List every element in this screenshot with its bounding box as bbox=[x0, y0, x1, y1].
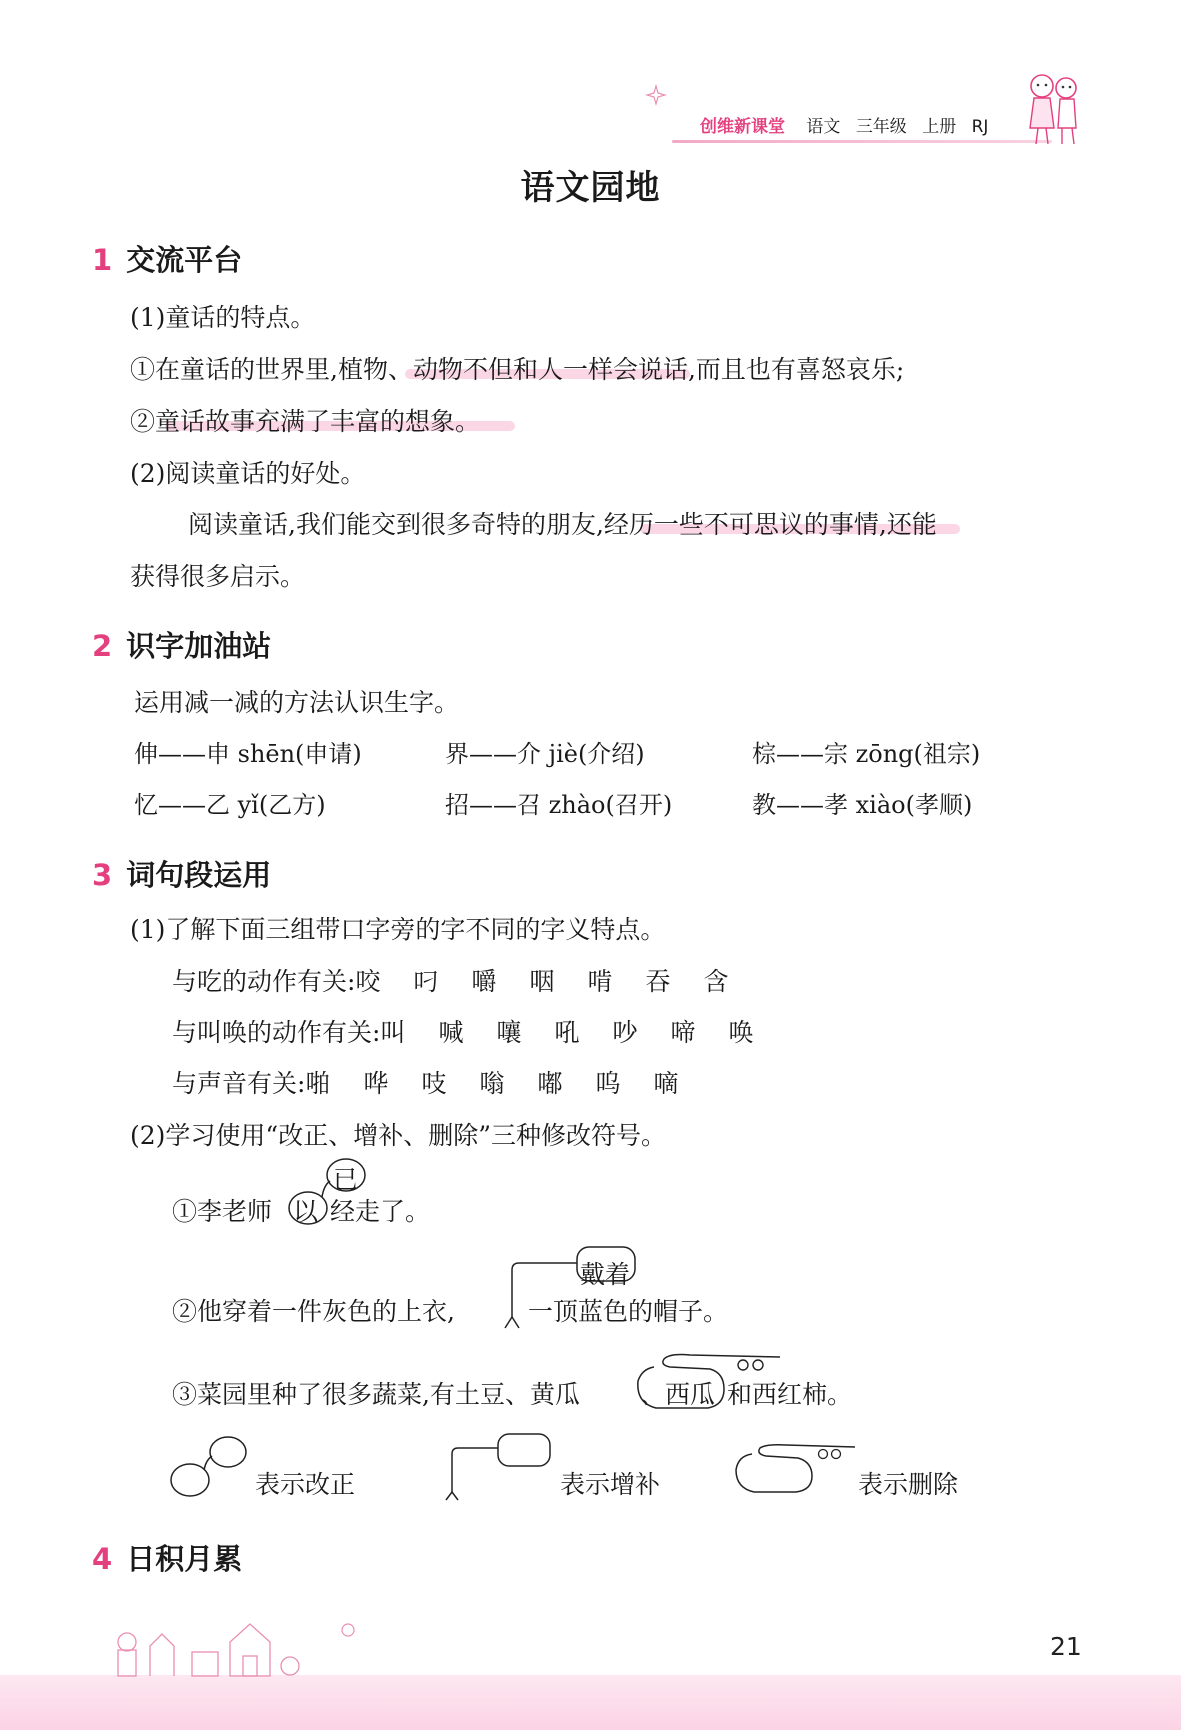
question-2: (2)阅读童话的好处。 bbox=[130, 459, 366, 488]
character-pair: 教——孝 xiào(孝顺) bbox=[752, 791, 973, 819]
char: 啼 bbox=[670, 1018, 696, 1047]
char: 唤 bbox=[728, 1018, 754, 1047]
char: 吱 bbox=[421, 1069, 447, 1098]
example-1-correct-char: 已 bbox=[333, 1165, 359, 1194]
deletion-mark-icon bbox=[630, 1345, 790, 1415]
page-title: 语文园地 bbox=[520, 168, 661, 208]
character-pair: 伸——申 shēn(申请) bbox=[134, 740, 362, 768]
example-1-before: ①李老师 bbox=[172, 1197, 273, 1226]
point-1: ①在童话的世界里,植物、动物不但和人一样会说话,而且也有喜怒哀乐; bbox=[130, 355, 905, 384]
footer-band bbox=[0, 1675, 1181, 1730]
header-volume: 上册 bbox=[922, 117, 957, 137]
section-number: 2 bbox=[92, 629, 113, 663]
char: 啪 bbox=[305, 1069, 331, 1098]
insertion-legend-icon bbox=[440, 1432, 555, 1502]
char: 嚷 bbox=[496, 1018, 522, 1047]
char: 叼 bbox=[413, 967, 439, 996]
char: 嚼 bbox=[471, 967, 497, 996]
legend-delete-label: 表示删除 bbox=[858, 1470, 959, 1499]
char: 叫 bbox=[380, 1018, 406, 1047]
brand-name: 创维新课堂 bbox=[700, 117, 785, 137]
question-1: (1)童话的特点。 bbox=[130, 303, 316, 332]
example-3-before: ③菜园里种了很多蔬菜,有土豆、黄瓜 bbox=[172, 1380, 580, 1409]
kids-illustration-icon bbox=[1020, 70, 1090, 150]
char: 喊 bbox=[438, 1018, 464, 1047]
example-2-before: ②他穿着一件灰色的上衣, bbox=[172, 1297, 455, 1326]
group-chars bbox=[305, 1069, 711, 1098]
question-1: (1)了解下面三组带口字旁的字不同的字义特点。 bbox=[130, 915, 666, 944]
paragraph-line-2: 获得很多启示。 bbox=[130, 562, 306, 591]
char: 嘀 bbox=[653, 1069, 679, 1098]
char: 嘟 bbox=[537, 1069, 563, 1098]
section-title: 日积月累 bbox=[126, 1542, 243, 1576]
char: 咬 bbox=[355, 967, 381, 996]
example-2-inserted-text: 戴着 bbox=[580, 1260, 631, 1289]
paragraph-line-1: 阅读童话,我们能交到很多奇特的朋友,经历一些不可思议的事情,还能 bbox=[188, 510, 937, 539]
char: 呜 bbox=[595, 1069, 621, 1098]
char: 吞 bbox=[645, 967, 671, 996]
char-group-eating bbox=[172, 962, 761, 998]
section-4-heading bbox=[92, 1537, 242, 1578]
example-1-wrong-char: 以 bbox=[293, 1197, 319, 1226]
header-divider bbox=[672, 140, 1052, 143]
section-2-intro: 运用减一减的方法认识生字。 bbox=[134, 688, 460, 717]
group-label: 与叫唤的动作有关: bbox=[172, 1018, 381, 1047]
correction-mark-icon bbox=[280, 1155, 380, 1235]
header-subject: 语文 bbox=[806, 117, 841, 137]
question-2: (2)学习使用“改正、增补、删除”三种修改符号。 bbox=[130, 1121, 666, 1150]
section-2-heading bbox=[92, 624, 271, 665]
char: 嗡 bbox=[479, 1069, 505, 1098]
char-group-calling bbox=[172, 1013, 786, 1049]
char: 咽 bbox=[529, 967, 555, 996]
sparkle-icon bbox=[645, 84, 667, 106]
char-group-sound bbox=[172, 1064, 711, 1100]
example-2-after: 一顶蓝色的帽子。 bbox=[528, 1297, 729, 1326]
example-1-after: 经走了。 bbox=[330, 1197, 431, 1226]
section-number: 1 bbox=[92, 243, 113, 277]
deletion-legend-icon bbox=[730, 1440, 860, 1500]
legend-insert-label: 表示增补 bbox=[560, 1470, 661, 1499]
char: 吵 bbox=[612, 1018, 638, 1047]
section-title: 识字加油站 bbox=[126, 629, 272, 663]
page-number: 21 bbox=[1050, 1632, 1082, 1661]
example-3-deleted-text: 、西瓜 bbox=[640, 1380, 716, 1409]
section-3-heading bbox=[92, 853, 271, 894]
group-chars bbox=[380, 1018, 786, 1047]
char: 吼 bbox=[554, 1018, 580, 1047]
section-title: 交流平台 bbox=[126, 243, 243, 277]
correction-legend-icon bbox=[168, 1432, 258, 1502]
header-edition: RJ bbox=[971, 117, 989, 137]
section-number: 3 bbox=[92, 858, 113, 892]
group-label: 与声音有关: bbox=[172, 1069, 306, 1098]
section-number: 4 bbox=[92, 1542, 113, 1576]
group-label: 与吃的动作有关: bbox=[172, 967, 356, 996]
character-pair: 忆——乙 yǐ(乙方) bbox=[134, 791, 326, 819]
town-illustration-icon bbox=[100, 1620, 380, 1680]
header-grade: 三年级 bbox=[855, 117, 907, 137]
example-3-after: 和西红柿。 bbox=[727, 1380, 853, 1409]
section-title: 词句段运用 bbox=[126, 858, 272, 892]
running-header bbox=[700, 112, 998, 137]
char: 啃 bbox=[587, 967, 613, 996]
character-pair: 界——介 jiè(介绍) bbox=[445, 740, 645, 768]
char: 含 bbox=[703, 967, 729, 996]
point-2: ②童话故事充满了丰富的想象。 bbox=[130, 407, 481, 436]
char: 哗 bbox=[363, 1069, 389, 1098]
character-pair: 棕——宗 zōng(祖宗) bbox=[752, 740, 981, 768]
section-1-heading bbox=[92, 238, 242, 279]
group-chars bbox=[355, 967, 761, 996]
character-pair: 招——召 zhào(召开) bbox=[445, 791, 673, 819]
legend-correct-label: 表示改正 bbox=[255, 1470, 356, 1499]
